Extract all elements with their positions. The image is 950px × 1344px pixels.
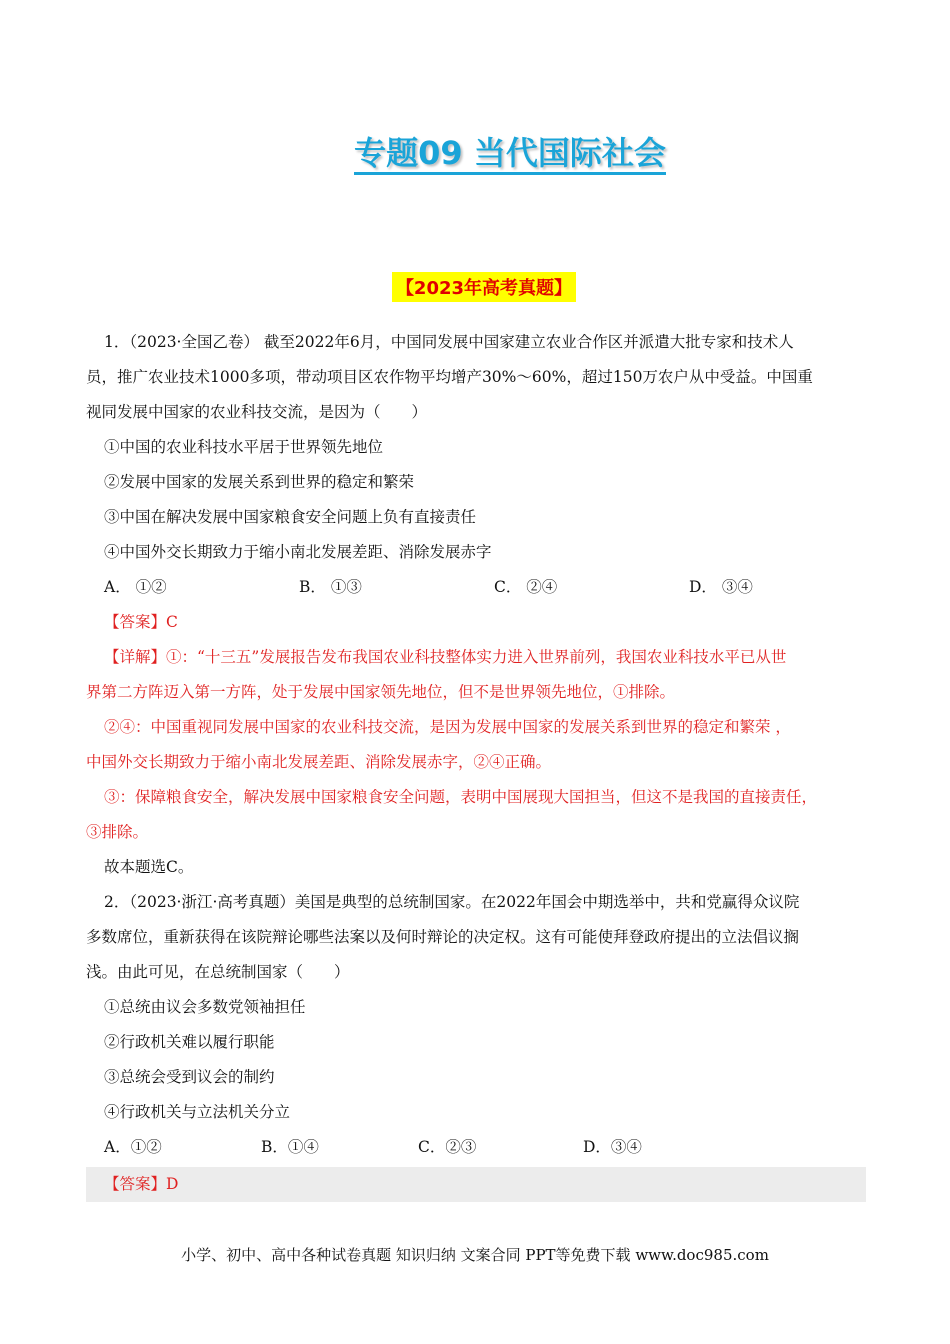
q1-detail-line-1: 【详解】①：“十三五”发展报告发布我国农业科技整体实力进入世界前列，我国农业科技水平已从世 bbox=[104, 648, 787, 666]
document-body bbox=[86, 325, 866, 1202]
q2-option-1: ①总统由议会多数党领袖担任 bbox=[104, 998, 306, 1016]
q2-option-2: ②行政机关难以履行职能 bbox=[104, 1033, 275, 1051]
q1-conclusion: 故本题选C。 bbox=[104, 858, 194, 876]
q1-choice-a: A． ①② bbox=[104, 578, 167, 596]
q2-stem-line-1: 2．（2023·浙江·高考真题）美国是典型的总统制国家。在2022年国会中期选举中，共和党赢得众议院 bbox=[104, 893, 800, 911]
q2-option-4: ④行政机关与立法机关分立 bbox=[104, 1103, 291, 1121]
q2-option-3: ③总统会受到议会的制约 bbox=[104, 1068, 275, 1086]
q1-choice-c: C． ②④ bbox=[494, 578, 558, 596]
section-header bbox=[0, 272, 950, 302]
q2-choice-d: D．③④ bbox=[583, 1138, 642, 1156]
q2-choices bbox=[86, 1130, 866, 1165]
q1-option-2: ②发展中国家的发展关系到世界的稳定和繁荣 bbox=[104, 473, 415, 491]
q2-stem-line-3: 浅。由此可见，在总统制国家（ ） bbox=[86, 963, 350, 981]
section-label: 【2023年高考真题】 bbox=[392, 272, 576, 302]
page-title-text: 专题09 当代国际社会 bbox=[354, 134, 666, 175]
q1-stem-line-1: 1．（2023·全国乙卷） 截至2022年6月，中国同发展中国家建立农业合作区并派遣大批专家和技术人 bbox=[104, 333, 794, 351]
q1-choices bbox=[86, 570, 866, 605]
q2-choice-b: B．①④ bbox=[261, 1138, 319, 1156]
q1-detail-line-2: 界第二方阵迈入第一方阵，处于发展中国家领先地位，但不是世界领先地位，①排除。 bbox=[86, 683, 676, 701]
q1-detail-line-4: 中国外交长期致力于缩小南北发展差距、消除发展赤字，②④正确。 bbox=[86, 753, 552, 771]
q1-detail-line-3: ②④：中国重视同发展中国家的农业科技交流，是因为发展中国家的发展关系到世界的稳定和繁荣 ， bbox=[104, 718, 791, 736]
q2-answer: 【答案】D bbox=[86, 1167, 866, 1202]
q1-answer: 【答案】C bbox=[104, 613, 178, 631]
page-title bbox=[0, 128, 950, 174]
q1-detail-line-6: ③排除。 bbox=[86, 823, 149, 841]
q1-option-4: ④中国外交长期致力于缩小南北发展差距、消除发展赤字 bbox=[104, 543, 492, 561]
q2-choice-c: C．②③ bbox=[418, 1138, 477, 1156]
q1-choice-d: D． ③④ bbox=[689, 578, 753, 596]
q2-choice-a: A．①② bbox=[104, 1138, 162, 1156]
q1-option-1: ①中国的农业科技水平居于世界领先地位 bbox=[104, 438, 384, 456]
q1-detail-line-5: ③：保障粮食安全，解决发展中国家粮食安全问题，表明中国展现大国担当，但这不是我国的直接责任， bbox=[104, 788, 818, 806]
q1-stem-line-2: 员，推广农业技术1000多项，带动项目区农作物平均增产30%～60%，超过150万农户从中受益。中国重 bbox=[86, 368, 813, 386]
page-footer: 小学、初中、高中各种试卷真题 知识归纳 文案合同 PPT等免费下载 www.doc985.com bbox=[181, 1246, 769, 1264]
q2-stem-line-2: 多数席位，重新获得在该院辩论哪些法案以及何时辩论的决定权。这有可能使拜登政府提出的立法倡议搁 bbox=[86, 928, 800, 946]
q1-option-3: ③中国在解决发展中国家粮食安全问题上负有直接责任 bbox=[104, 508, 477, 526]
q1-choice-b: B． ①③ bbox=[299, 578, 362, 596]
q1-stem-line-3: 视同发展中国家的农业科技交流，是因为（ ） bbox=[86, 403, 428, 421]
